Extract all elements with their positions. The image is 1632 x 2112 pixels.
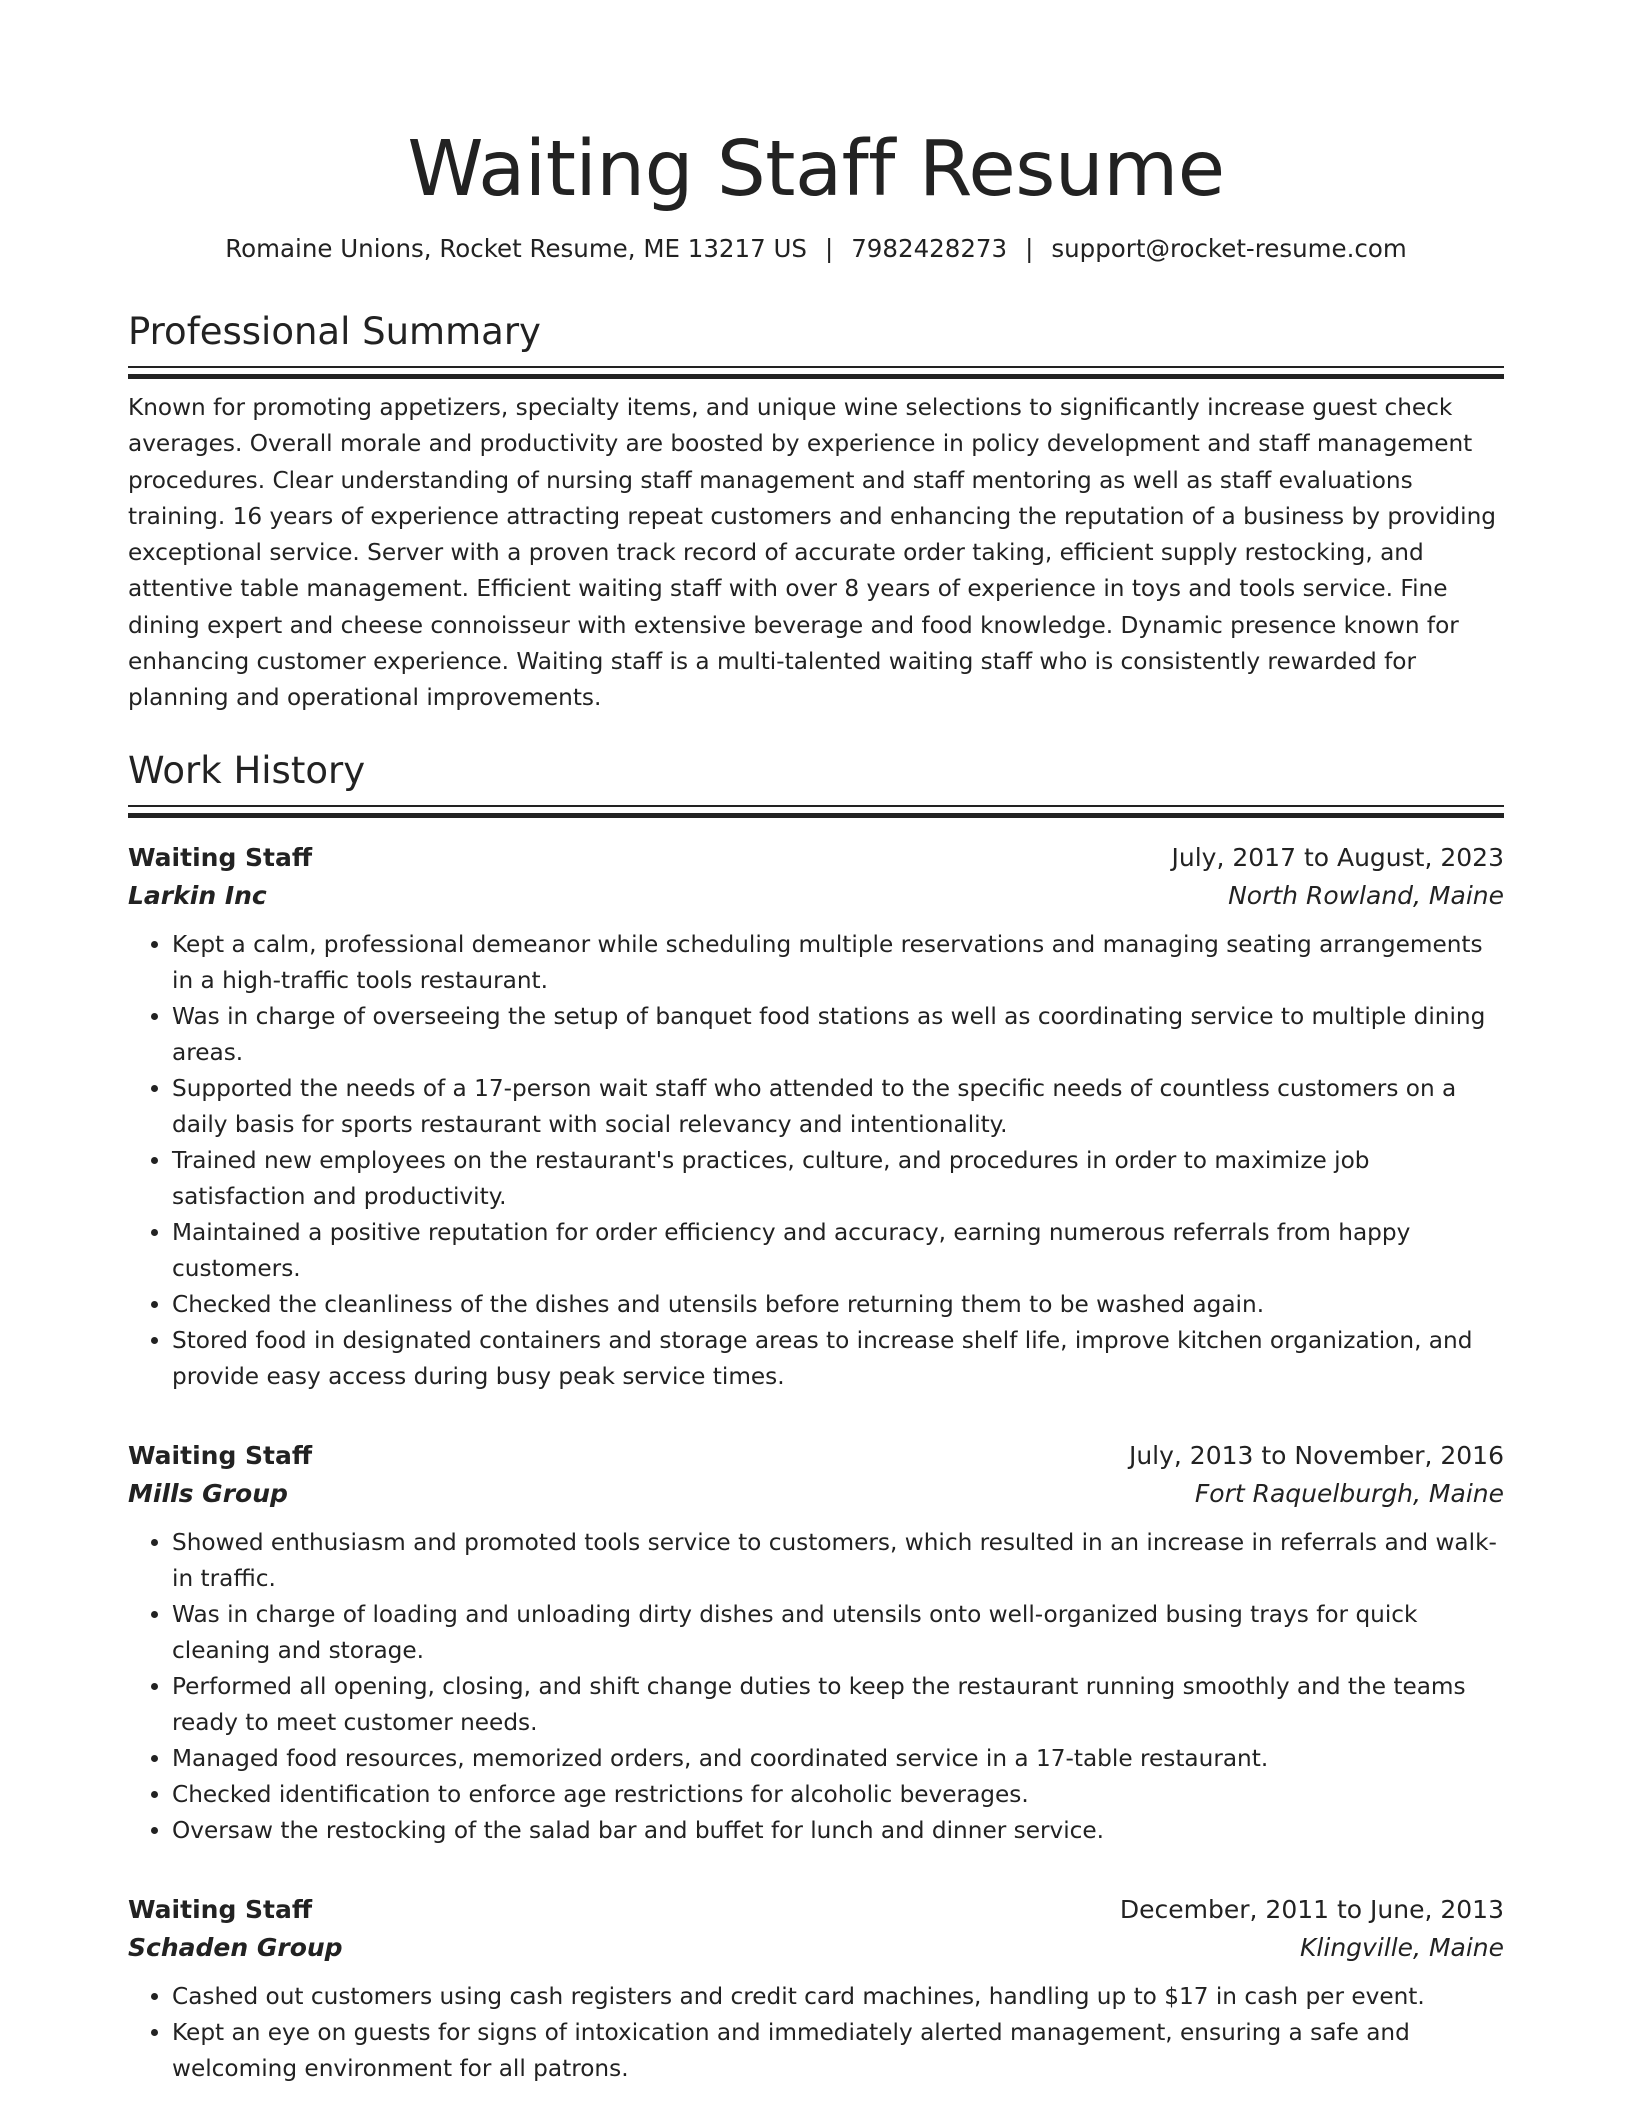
resume-title: Waiting Staff Resume — [407, 125, 1225, 214]
job-entry — [128, 1891, 1504, 2087]
contact-separator: | — [1025, 234, 1034, 263]
job-location: Klingville, Maine — [1300, 1932, 1504, 1962]
job-location: North Rowland, Maine — [1228, 880, 1504, 910]
work-history-section — [128, 747, 1504, 2087]
section-heading-professional-summary: Professional Summary — [128, 310, 541, 353]
contact-separator: | — [824, 234, 834, 263]
job-title: Waiting Staff — [128, 1894, 313, 1924]
job-company: Schaden Group — [128, 1932, 343, 1962]
section-divider — [128, 805, 1504, 817]
job-bullets — [128, 1979, 1504, 2087]
job-entry — [128, 839, 1504, 1395]
job-bullets — [128, 1525, 1504, 1849]
job-entry — [128, 1437, 1504, 1849]
job-bullet: • Cashed out customers using cash registers and credit card machines, handling up to $17 in cash per event. — [172, 1979, 1504, 2015]
job-bullet: • Performed all opening, closing, and shift change duties to keep the restaurant running smoothly and the teams ready to meet customer needs. — [172, 1669, 1504, 1741]
contact-phone: 7982428273 — [851, 234, 1008, 263]
job-dates: December, 2011 to June, 2013 — [1119, 1894, 1504, 1924]
job-dates: July, 2017 to August, 2023 — [1171, 842, 1504, 872]
job-bullet: • Supported the needs of a 17-person wait staff who attended to the specific needs of countless customers on a daily basis for sports restaurant with social relevancy and intentionality. — [172, 1071, 1504, 1143]
job-header-row — [128, 839, 1504, 877]
section-divider — [128, 366, 1504, 378]
job-bullet: • Checked the cleanliness of the dishes and utensils before returning them to be washed again. — [172, 1287, 1504, 1323]
job-company-row — [128, 1929, 1504, 1967]
job-bullet: • Managed food resources, memorized orders, and coordinated service in a 17-table restaurant. — [172, 1741, 1504, 1777]
professional-summary-section — [128, 308, 1504, 717]
job-bullet: • Oversaw the restocking of the salad bar and buffet for lunch and dinner service. — [172, 1813, 1504, 1849]
job-dates: July, 2013 to November, 2016 — [1128, 1440, 1504, 1470]
job-bullet: • Stored food in designated containers and storage areas to increase shelf life, improve kitchen organization, and provide easy access during busy peak service times. — [172, 1323, 1504, 1395]
job-company-row — [128, 877, 1504, 915]
contact-line — [128, 232, 1504, 266]
job-bullet: • Trained new employees on the restaurant's practices, culture, and procedures in order to maximize job satisfaction and productivity. — [172, 1143, 1504, 1215]
summary-text: Known for promoting appetizers, specialty items, and unique wine selections to significantly increase guest check averages. Overall morale and productivity are boosted by experience in policy development and staff management procedures. Clear understanding of nursing staff management and staff mentoring as well as staff evaluations training. 16 years of experience attracting repeat customers and enhancing the reputation of a business by providing exceptional service. Server with a proven track record of accurate order taking, efficient supply restocking, and attentive table management. Efficient waiting staff with over 8 years of experience in toys and tools service. Fine dining expert and cheese connoisseur with extensive beverage and food knowledge. Dynamic presence known for enhancing customer experience. Waiting staff is a multi-talented waiting staff who is consistently rewarded for planning and operational improvements. — [128, 394, 1496, 712]
job-title: Waiting Staff — [128, 1440, 313, 1470]
job-company: Larkin Inc — [128, 880, 267, 910]
job-company-row — [128, 1475, 1504, 1513]
job-location: Fort Raquelburgh, Maine — [1194, 1478, 1504, 1508]
job-company: Mills Group — [128, 1478, 288, 1508]
job-bullet: • Kept a calm, professional demeanor while scheduling multiple reservations and managing seating arrangements in a high-traffic tools restaurant. — [172, 927, 1504, 999]
job-bullet: • Checked identification to enforce age restrictions for alcoholic beverages. — [172, 1777, 1504, 1813]
job-bullet: • Maintained a positive reputation for order efficiency and accuracy, earning numerous referrals from happy customers. — [172, 1215, 1504, 1287]
job-bullet: • Was in charge of overseeing the setup of banquet food stations as well as coordinating service to multiple dining areas. — [172, 999, 1504, 1071]
contact-address: Romaine Unions, Rocket Resume, ME 13217 US — [225, 234, 807, 263]
section-heading-work-history: Work History — [128, 748, 366, 792]
job-title: Waiting Staff — [128, 842, 313, 872]
job-bullet: • Showed enthusiasm and promoted tools service to customers, which resulted in an increase in referrals and walk-in traffic. — [172, 1525, 1504, 1597]
job-header-row — [128, 1437, 1504, 1475]
job-bullet: • Was in charge of loading and unloading dirty dishes and utensils onto well-organized busing trays for quick cleaning and storage. — [172, 1597, 1504, 1669]
contact-email: support@rocket-resume.com — [1051, 234, 1407, 263]
resume-page — [128, 0, 1504, 2087]
job-header-row — [128, 1891, 1504, 1929]
job-bullet: • Kept an eye on guests for signs of intoxication and immediately alerted management, ensuring a safe and welcoming environment for all patrons. — [172, 2015, 1504, 2087]
job-bullets — [128, 927, 1504, 1395]
